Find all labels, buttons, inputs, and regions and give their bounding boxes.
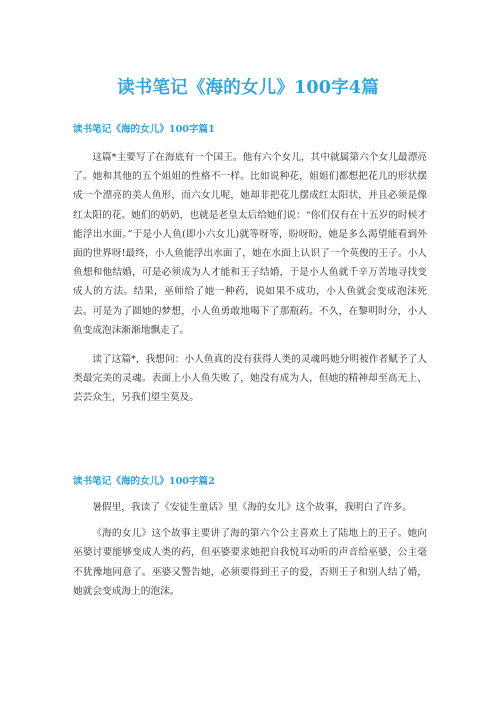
section-heading: 读书笔记《海的女儿》100字篇2 [73,476,215,487]
section-2 [73,473,427,601]
document-title: 读书笔记《海的女儿》100字4篇 [117,78,379,98]
section-paragraph: 这篇*主要写了在海底有一个国王。他有六个女儿，其中就属第六个女儿最漂亮了。她和其他的五个姐姐的性格不一样。比如说种花，姐姐们都想把花儿的形状摆成一个漂亮的美人鱼形，而六女儿呢，她却非把花儿摆成红太阳状，并且必须是像红太阳的花。她们的奶奶，也就是老皇太后给她们说：“你们仅有在十五岁的时候才能浮出水面。”于是小人鱼(即小六女儿)就等呀等，盼呀盼，她是多么渴望能看到外面的世界呀!最终，小人鱼能浮出水面了，她在水面上认识了一个英俊的王子。小人鱼想和他结婚，可是必须成为人才能和王子结婚，于是小人鱼就千辛万苦地寻找变成人的方法。结果，巫师给了她一种药，说如果不成功，小人鱼就会变成泡沫死去。可是为了圆她的梦想，小人鱼勇敢地喝下了那瓶药。不久，在黎明时分，小人鱼变成泡沫渐渐地飘走了。 [73,152,427,336]
section-1 [73,121,427,408]
section-paragraph: 读了这篇*，我想问：小人鱼真的没有获得人类的灵魂吗她分明被作者赋予了人类最完美的灵魂。表面上小人鱼失败了，她没有成为人，但她的精神却至高无上、芸芸众生，另我们望尘莫及。 [73,354,427,404]
section-paragraph: 《海的女儿》这个故事主要讲了海的第六个公主喜欢上了陆地上的王子。她向巫婆讨要能够变成人类的药，但巫婆要求她把自我悦耳动听的声音给巫婆，公主毫不犹豫地同意了。巫婆又警告她，必须要得到王子的爱，否则王子和别人结了婚，她就会变成海上的泡沫。 [73,528,427,597]
section-heading: 读书笔记《海的女儿》100字篇1 [73,124,215,135]
section-paragraph: 暑假里，我读了《安徒生童话》里《海的女儿》这个故事，我明白了许多。 [92,502,412,513]
